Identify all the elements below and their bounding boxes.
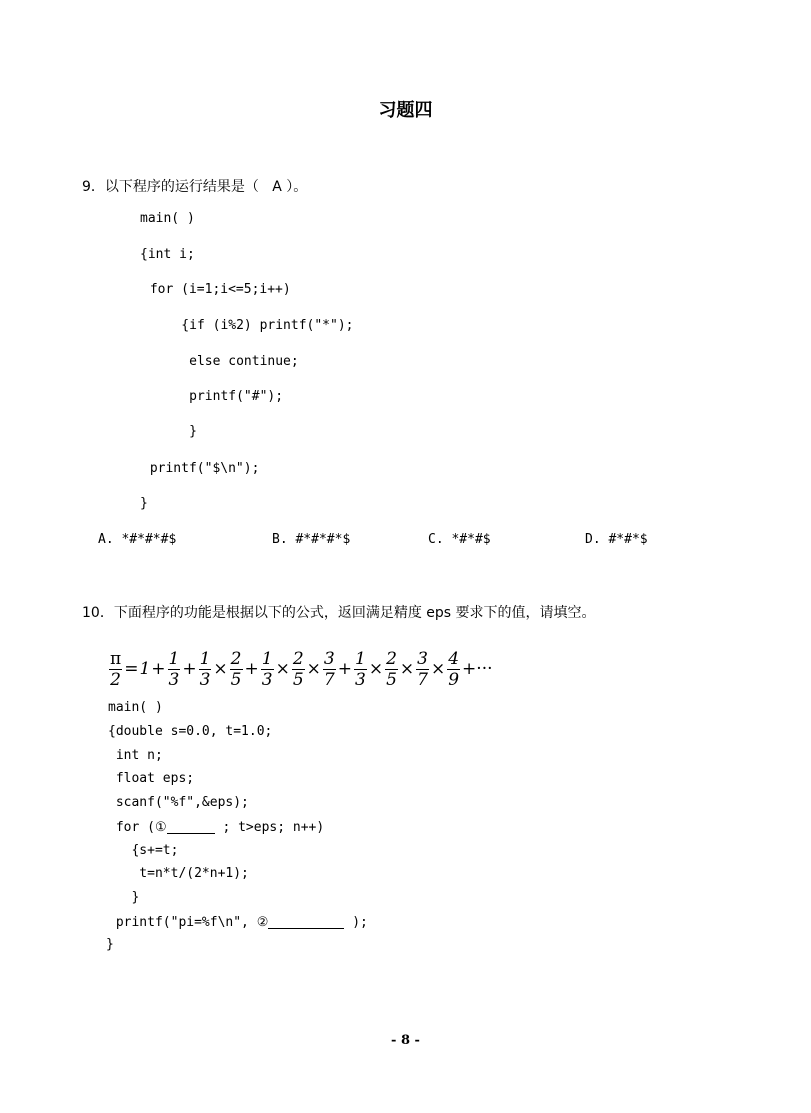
printf-suffix: ); — [344, 915, 368, 930]
denominator: 7 — [323, 669, 335, 690]
code-line-for — [108, 819, 324, 835]
for-prefix: for (① — [108, 820, 167, 835]
blank-1[interactable] — [167, 819, 215, 834]
code-line: {double s=0.0, t=1.0; — [108, 724, 273, 739]
code-line: } — [108, 890, 140, 905]
fraction — [292, 650, 305, 689]
numerator: 1 — [354, 648, 366, 669]
denominator: 3 — [261, 669, 273, 690]
code-line: } — [150, 424, 197, 439]
numerator: 3 — [323, 648, 335, 669]
code-line: printf("#"); — [150, 389, 284, 404]
plus-sign: + — [337, 659, 352, 679]
numerator: π — [110, 648, 122, 669]
fraction — [354, 650, 367, 689]
code-line: scanf("%f",&eps); — [108, 795, 249, 810]
denominator: 3 — [199, 669, 211, 690]
denominator: 5 — [386, 669, 397, 690]
code-line: } — [140, 496, 148, 511]
numerator: 3 — [417, 648, 428, 669]
plus-sign: + — [151, 659, 166, 679]
ellipsis: +··· — [462, 659, 493, 679]
times-sign: × — [399, 659, 415, 679]
denominator: 5 — [292, 669, 304, 690]
page-number: - 8 - — [391, 1033, 420, 1048]
option-d: D. #*#*$ — [585, 532, 648, 547]
code-line: {s+=t; — [108, 843, 179, 858]
denominator: 3 — [168, 669, 180, 690]
printf-prefix: printf("pi=%f\n", ② — [108, 915, 269, 930]
plus-sign: + — [244, 659, 259, 679]
numerator: 2 — [292, 648, 304, 669]
numerator: 1 — [168, 648, 180, 669]
code-line: {if (i%2) printf("*"); — [150, 318, 354, 333]
numerator: 2 — [386, 648, 397, 669]
code-line: int n; — [108, 748, 163, 763]
code-line: t=n*t/(2*n+1); — [108, 866, 249, 881]
fraction — [416, 650, 429, 689]
fraction — [230, 650, 243, 689]
code-line-printf — [108, 914, 368, 930]
code-line: main( ) — [140, 211, 195, 226]
page-title: 习题四 — [378, 100, 433, 121]
option-c: C. *#*#$ — [428, 532, 491, 547]
numerator: 2 — [230, 648, 242, 669]
question-9-text: 9．以下程序的运行结果是（ A ）。 — [82, 179, 308, 195]
code-line: for (i=1;i<=5;i++) — [142, 282, 291, 297]
times-sign: × — [368, 659, 384, 679]
times-sign: × — [275, 659, 290, 679]
numerator: 4 — [448, 648, 460, 669]
denominator: 2 — [110, 669, 121, 690]
code-line: } — [106, 937, 114, 952]
for-suffix: ; t>eps; n++) — [214, 820, 325, 835]
fraction — [385, 650, 398, 689]
fraction — [109, 650, 122, 689]
equals-sign: = — [124, 659, 139, 679]
option-a: A. *#*#*#$ — [98, 532, 177, 547]
code-line: main( ) — [108, 700, 163, 715]
denominator: 5 — [230, 669, 242, 690]
fraction — [199, 650, 212, 689]
code-line: printf("$\n"); — [142, 461, 260, 476]
denominator: 3 — [354, 669, 366, 690]
denominator: 9 — [448, 669, 460, 690]
pi-series-formula — [108, 646, 494, 692]
fraction — [323, 650, 336, 689]
times-sign: × — [306, 659, 321, 679]
blank-2[interactable] — [268, 914, 344, 929]
code-line: {int i; — [140, 247, 195, 262]
times-sign: × — [430, 659, 446, 679]
option-b: B. #*#*#*$ — [272, 532, 351, 547]
fraction — [261, 650, 274, 689]
numerator: 1 — [199, 648, 211, 669]
numerator: 1 — [261, 648, 273, 669]
term-one: 1 — [139, 659, 151, 679]
denominator: 7 — [417, 669, 428, 690]
fraction — [168, 650, 181, 689]
code-line: float eps; — [108, 771, 195, 786]
code-line: else continue; — [150, 354, 299, 369]
times-sign: × — [213, 659, 228, 679]
plus-sign: + — [182, 659, 197, 679]
fraction — [447, 650, 460, 689]
question-10-text: 10．下面程序的功能是根据以下的公式，返回满足精度 eps 要求下的值，请填空。 — [82, 605, 596, 621]
